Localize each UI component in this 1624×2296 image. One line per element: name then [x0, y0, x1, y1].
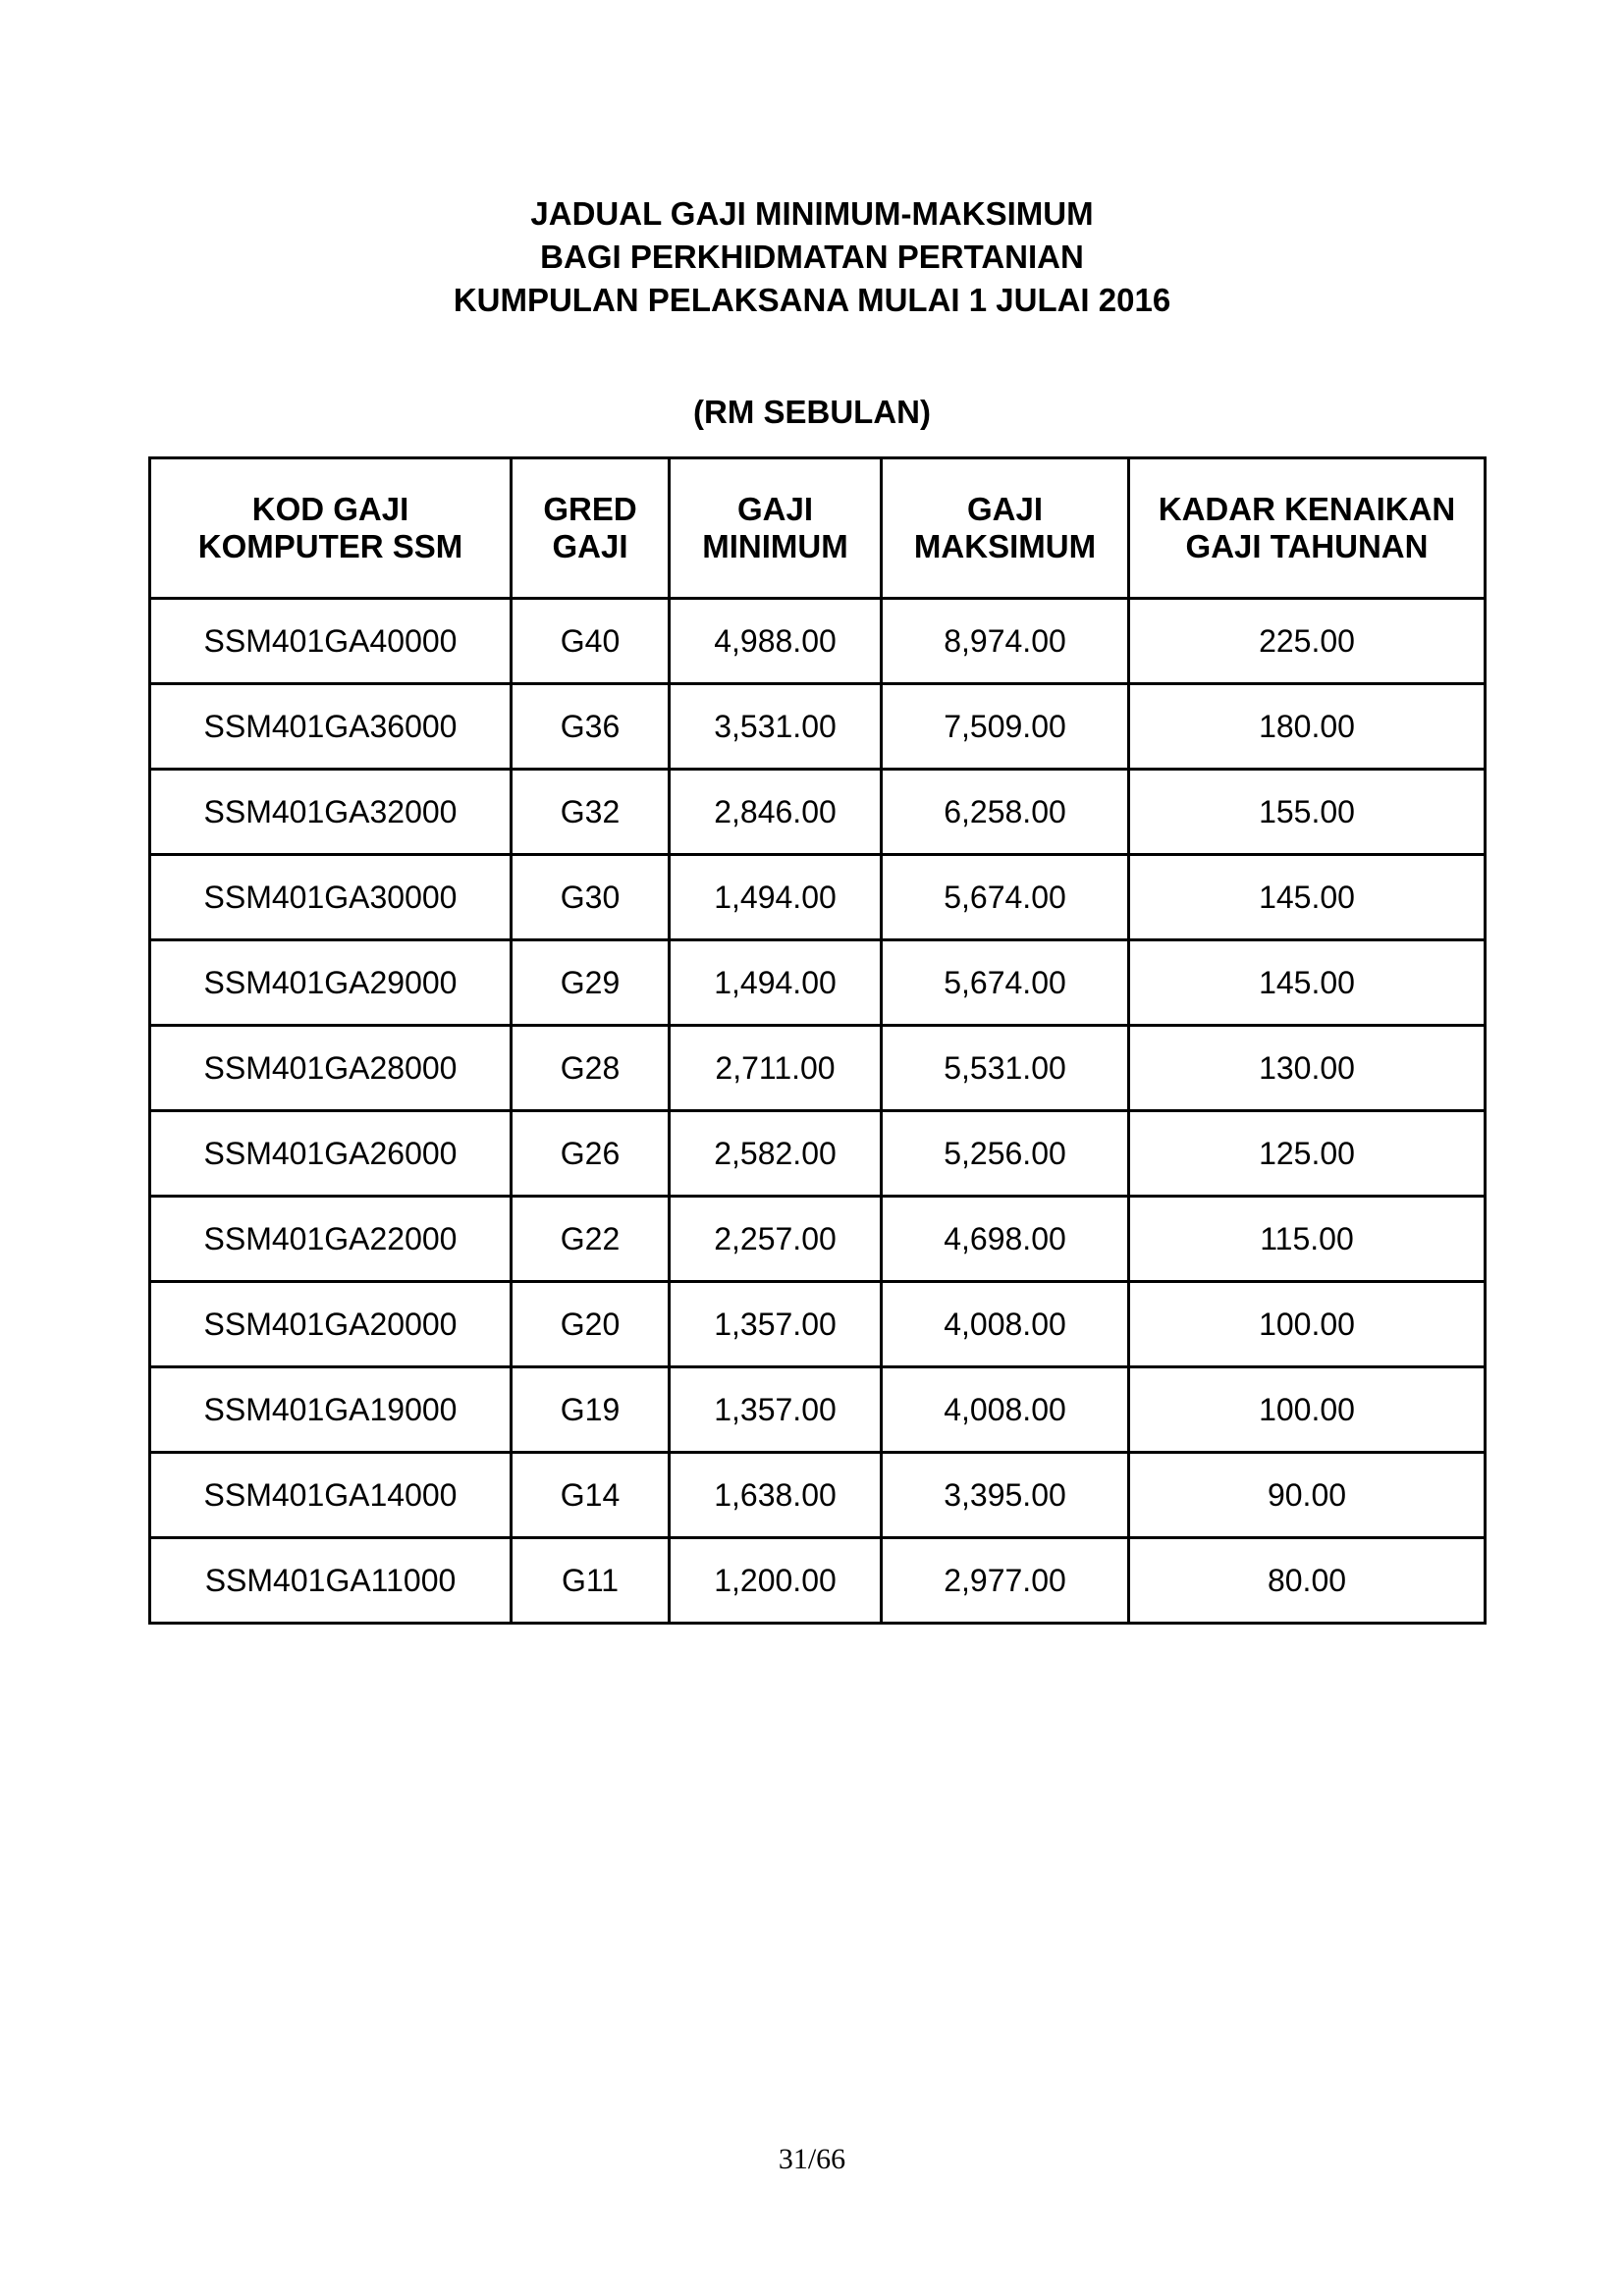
table-row — [150, 1026, 1486, 1111]
header-gaji-minimum-line-1: GAJI — [736, 491, 814, 527]
cell-gred-gaji: G22 — [512, 1197, 670, 1282]
title-line-2: BAGI PERKHIDMATAN PERTANIAN — [540, 239, 1084, 275]
header-gaji-maksimum-line-2: MAKSIMUM — [913, 528, 1097, 564]
header-kadar-kenaikan-line-1: KADAR KENAIKAN — [1158, 491, 1456, 527]
cell-kadar-kenaikan: 155.00 — [1129, 770, 1486, 855]
cell-kod-gaji: SSM401GA14000 — [150, 1453, 512, 1538]
cell-kod-gaji: SSM401GA19000 — [150, 1367, 512, 1453]
table-row — [150, 770, 1486, 855]
cell-gaji-maksimum: 8,974.00 — [882, 599, 1129, 684]
cell-gaji-minimum: 1,200.00 — [670, 1538, 882, 1624]
cell-gaji-minimum: 2,846.00 — [670, 770, 882, 855]
cell-kadar-kenaikan: 125.00 — [1129, 1111, 1486, 1197]
cell-gaji-maksimum: 5,256.00 — [882, 1111, 1129, 1197]
cell-gred-gaji: G29 — [512, 940, 670, 1026]
cell-gaji-maksimum: 6,258.00 — [882, 770, 1129, 855]
cell-gaji-minimum: 1,638.00 — [670, 1453, 882, 1538]
cell-kadar-kenaikan: 100.00 — [1129, 1367, 1486, 1453]
cell-gaji-maksimum: 4,008.00 — [882, 1367, 1129, 1453]
table-row — [150, 1453, 1486, 1538]
cell-gaji-minimum: 4,988.00 — [670, 599, 882, 684]
cell-kadar-kenaikan: 115.00 — [1129, 1197, 1486, 1282]
table-row — [150, 684, 1486, 770]
cell-gaji-minimum: 1,494.00 — [670, 940, 882, 1026]
cell-gaji-maksimum: 5,674.00 — [882, 940, 1129, 1026]
cell-gaji-minimum: 1,357.00 — [670, 1367, 882, 1453]
cell-kod-gaji: SSM401GA40000 — [150, 599, 512, 684]
cell-gaji-maksimum: 7,509.00 — [882, 684, 1129, 770]
cell-gaji-maksimum: 5,674.00 — [882, 855, 1129, 940]
cell-gred-gaji: G40 — [512, 599, 670, 684]
header-gaji-minimum-line-2: MINIMUM — [702, 528, 848, 564]
header-kadar-kenaikan — [1129, 458, 1486, 599]
cell-kadar-kenaikan: 225.00 — [1129, 599, 1486, 684]
header-kod-gaji — [150, 458, 512, 599]
table-row — [150, 1538, 1486, 1624]
title-line-3: KUMPULAN PELAKSANA MULAI 1 JULAI 2016 — [453, 282, 1171, 318]
cell-kod-gaji: SSM401GA28000 — [150, 1026, 512, 1111]
cell-gred-gaji: G36 — [512, 684, 670, 770]
table-row — [150, 1282, 1486, 1367]
table-row — [150, 599, 1486, 684]
cell-kod-gaji: SSM401GA30000 — [150, 855, 512, 940]
cell-kadar-kenaikan: 180.00 — [1129, 684, 1486, 770]
cell-kadar-kenaikan: 145.00 — [1129, 940, 1486, 1026]
cell-gred-gaji: G14 — [512, 1453, 670, 1538]
cell-kadar-kenaikan: 145.00 — [1129, 855, 1486, 940]
cell-kod-gaji: SSM401GA32000 — [150, 770, 512, 855]
cell-kadar-kenaikan: 80.00 — [1129, 1538, 1486, 1624]
cell-kod-gaji: SSM401GA22000 — [150, 1197, 512, 1282]
cell-kod-gaji: SSM401GA11000 — [150, 1538, 512, 1624]
title-line-1: JADUAL GAJI MINIMUM-MAKSIMUM — [530, 195, 1094, 232]
cell-gaji-maksimum: 5,531.00 — [882, 1026, 1129, 1111]
cell-kod-gaji: SSM401GA29000 — [150, 940, 512, 1026]
table-header-row — [150, 458, 1486, 599]
header-gred-gaji-line-2: GAJI — [552, 528, 628, 564]
header-kadar-kenaikan-line-2: GAJI TAHUNAN — [1185, 528, 1429, 564]
cell-gaji-minimum: 1,357.00 — [670, 1282, 882, 1367]
cell-gaji-minimum: 2,711.00 — [670, 1026, 882, 1111]
cell-kod-gaji: SSM401GA26000 — [150, 1111, 512, 1197]
table-row — [150, 1367, 1486, 1453]
cell-gaji-maksimum: 4,008.00 — [882, 1282, 1129, 1367]
cell-kod-gaji: SSM401GA20000 — [150, 1282, 512, 1367]
header-gaji-maksimum-line-1: GAJI — [966, 491, 1044, 527]
cell-gred-gaji: G26 — [512, 1111, 670, 1197]
table-row — [150, 1111, 1486, 1197]
table-row — [150, 855, 1486, 940]
header-gred-gaji — [512, 458, 670, 599]
cell-kadar-kenaikan: 90.00 — [1129, 1453, 1486, 1538]
page-number: 31/66 — [778, 2143, 846, 2175]
cell-gred-gaji: G11 — [512, 1538, 670, 1624]
unit-label: (RM SEBULAN) — [693, 394, 931, 430]
cell-gaji-maksimum: 4,698.00 — [882, 1197, 1129, 1282]
cell-kadar-kenaikan: 130.00 — [1129, 1026, 1486, 1111]
table-row — [150, 940, 1486, 1026]
cell-gred-gaji: G30 — [512, 855, 670, 940]
cell-gred-gaji: G28 — [512, 1026, 670, 1111]
cell-gaji-maksimum: 2,977.00 — [882, 1538, 1129, 1624]
salary-table — [148, 456, 1487, 1625]
cell-gaji-minimum: 2,257.00 — [670, 1197, 882, 1282]
cell-gred-gaji: G32 — [512, 770, 670, 855]
table-row — [150, 1197, 1486, 1282]
header-kod-gaji-line-2: KOMPUTER SSM — [197, 528, 463, 564]
document-title — [0, 192, 1624, 322]
cell-gred-gaji: G20 — [512, 1282, 670, 1367]
cell-kod-gaji: SSM401GA36000 — [150, 684, 512, 770]
cell-gred-gaji: G19 — [512, 1367, 670, 1453]
cell-gaji-minimum: 2,582.00 — [670, 1111, 882, 1197]
header-gred-gaji-line-1: GRED — [543, 491, 637, 527]
cell-gaji-minimum: 3,531.00 — [670, 684, 882, 770]
header-gaji-minimum — [670, 458, 882, 599]
cell-gaji-maksimum: 3,395.00 — [882, 1453, 1129, 1538]
cell-gaji-minimum: 1,494.00 — [670, 855, 882, 940]
cell-kadar-kenaikan: 100.00 — [1129, 1282, 1486, 1367]
header-kod-gaji-line-1: KOD GAJI — [251, 491, 409, 527]
header-gaji-maksimum — [882, 458, 1129, 599]
